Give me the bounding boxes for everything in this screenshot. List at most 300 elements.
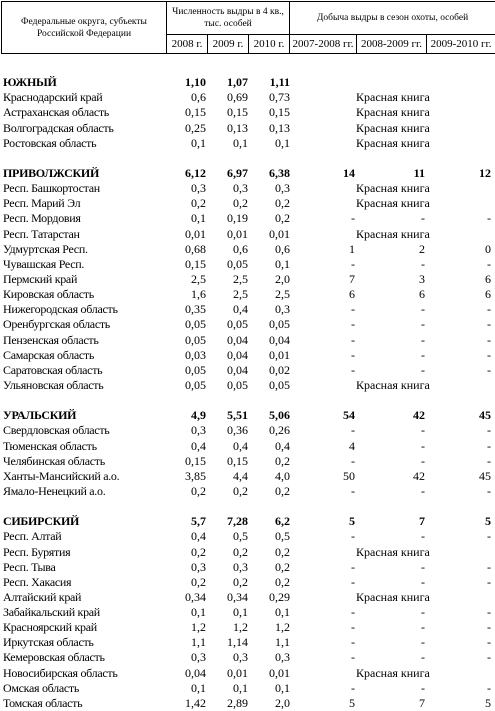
red-book-note: Красная книга	[356, 196, 430, 211]
header-season: 2007-2008 гг.	[290, 34, 357, 53]
harvest-2009-2010: -	[487, 650, 491, 665]
table-row	[0, 378, 495, 393]
harvest-2007-2008: -	[351, 332, 355, 347]
population-2009: 0,2	[233, 544, 248, 559]
harvest-2009-2010: 6	[485, 271, 491, 286]
harvest-2009-2010: -	[487, 302, 491, 317]
harvest-2009-2010: -	[487, 362, 491, 377]
population-2008: 0,4	[191, 529, 206, 544]
region-name: Новосибирская область	[3, 665, 118, 680]
harvest-2009-2010: -	[487, 423, 491, 438]
harvest-2009-2010: -	[487, 483, 491, 498]
population-2010: 0,13	[269, 120, 290, 135]
red-book-note: Красная книга	[356, 377, 430, 392]
harvest-2007-2008: 4	[349, 438, 355, 453]
harvest-2007-2008: 50	[343, 468, 355, 483]
harvest-2008-2009: -	[421, 317, 425, 332]
harvest-2007-2008: -	[351, 317, 355, 332]
harvest-2007-2008: -	[351, 605, 355, 620]
table-row	[0, 317, 495, 332]
population-2010: 0,2	[275, 574, 290, 589]
table-row	[0, 560, 495, 575]
population-2010: 0,02	[269, 362, 290, 377]
population-2008: 0,05	[185, 317, 206, 332]
population-2009: 0,05	[227, 377, 248, 392]
population-2010: 0,4	[275, 438, 290, 453]
header-year: 2009 г.	[208, 34, 249, 53]
harvest-2009-2010: -	[487, 211, 491, 226]
harvest-2009-2010: 45	[479, 408, 491, 423]
harvest-2008-2009: 7	[419, 695, 425, 710]
region-name: Самарская область	[3, 347, 95, 362]
header-population: Численность выдры в 4 кв., тыс. особей	[167, 2, 290, 35]
population-2009: 0,04	[227, 332, 248, 347]
population-2008: 3,85	[185, 468, 206, 483]
population-2009: 0,3	[233, 650, 248, 665]
population-2010: 0,15	[269, 105, 290, 120]
population-2009: 0,4	[233, 302, 248, 317]
region-name: Пермский край	[3, 271, 78, 286]
table-row	[0, 348, 495, 363]
harvest-2008-2009: -	[421, 302, 425, 317]
harvest-2008-2009: 42	[413, 408, 425, 423]
population-2009: 1,2	[233, 620, 248, 635]
harvest-2007-2008: -	[351, 423, 355, 438]
table-row	[0, 650, 495, 665]
red-book-note: Красная книга	[356, 544, 430, 559]
population-2008: 0,1	[191, 135, 206, 150]
harvest-2008-2009: -	[421, 605, 425, 620]
region-name: Красноярский край	[3, 620, 97, 635]
population-2010: 0,29	[269, 589, 290, 604]
population-2009: 0,05	[227, 317, 248, 332]
population-2009: 0,04	[227, 347, 248, 362]
population-2008: 4,9	[191, 408, 206, 423]
population-2008: 0,04	[185, 665, 206, 680]
population-2009: 5,51	[227, 408, 248, 423]
table-row	[0, 454, 495, 469]
harvest-2007-2008: -	[351, 680, 355, 695]
population-2010: 2,0	[275, 695, 290, 710]
harvest-2008-2009: -	[421, 483, 425, 498]
population-2008: 0,15	[185, 256, 206, 271]
population-2010: 2,0	[275, 271, 290, 286]
population-2009: 6,97	[227, 165, 248, 180]
population-2009: 0,1	[233, 135, 248, 150]
population-2010: 1,1	[275, 635, 290, 650]
population-2009: 0,1	[233, 680, 248, 695]
population-2009: 0,05	[227, 256, 248, 271]
population-2009: 0,15	[227, 105, 248, 120]
population-2009: 0,36	[227, 423, 248, 438]
harvest-2008-2009: -	[421, 453, 425, 468]
harvest-2008-2009: 42	[413, 468, 425, 483]
population-2009: 0,13	[227, 120, 248, 135]
header-region: Федеральные округа, субъекты Российской Федерации	[2, 2, 167, 54]
harvest-2008-2009: -	[421, 256, 425, 271]
population-2008: 0,6	[191, 90, 206, 105]
table-body	[0, 60, 495, 711]
population-2009: 1,14	[227, 635, 248, 650]
table-row	[0, 211, 495, 226]
population-2010: 0,3	[275, 302, 290, 317]
harvest-2007-2008: -	[351, 483, 355, 498]
region-name: Забайкальский край	[3, 605, 100, 620]
population-2009: 7,28	[227, 514, 248, 529]
region-name: Оренбургская область	[3, 317, 110, 332]
harvest-2007-2008: -	[351, 635, 355, 650]
harvest-2007-2008: -	[351, 620, 355, 635]
population-2008: 0,34	[185, 589, 206, 604]
population-2009: 2,5	[233, 287, 248, 302]
population-2009: 0,34	[227, 589, 248, 604]
harvest-2008-2009: 7	[419, 514, 425, 529]
region-name: Свердловская область	[3, 423, 110, 438]
header-year: 2010 г.	[249, 34, 290, 53]
table-row	[0, 605, 495, 620]
harvest-2009-2010: -	[487, 620, 491, 635]
population-2008: 5,7	[191, 514, 206, 529]
table-row	[0, 196, 495, 211]
population-2009: 2,5	[233, 271, 248, 286]
region-name: Краснодарский край	[3, 90, 103, 105]
harvest-2008-2009: -	[421, 529, 425, 544]
table-row	[0, 90, 495, 105]
region-name: Чувашская Респ.	[3, 256, 85, 271]
region-name: ПРИВОЛЖСКИЙ	[3, 165, 99, 180]
population-2009: 0,01	[227, 226, 248, 241]
harvest-2009-2010: -	[487, 347, 491, 362]
region-name: Алтайский край	[3, 589, 82, 604]
harvest-2008-2009: -	[421, 438, 425, 453]
region-name: ЮЖНЫЙ	[3, 75, 57, 90]
region-name: Томская область	[3, 695, 83, 710]
population-2010: 6,38	[269, 165, 290, 180]
red-book-note: Красная книга	[356, 181, 430, 196]
harvest-2007-2008: 6	[349, 287, 355, 302]
header-season: 2008-2009 гг.	[357, 34, 427, 53]
table-row	[0, 529, 495, 544]
population-2009: 0,3	[233, 559, 248, 574]
red-book-note: Красная книга	[356, 226, 430, 241]
region-name: Волгоградская область	[3, 120, 114, 135]
table-row	[0, 181, 495, 196]
harvest-2008-2009: -	[421, 362, 425, 377]
harvest-2008-2009: 2	[419, 241, 425, 256]
population-2008: 1,2	[191, 620, 206, 635]
table-row	[0, 545, 495, 560]
population-2009: 4,4	[233, 468, 248, 483]
table-row	[0, 333, 495, 348]
population-2010: 0,73	[269, 90, 290, 105]
table-row	[0, 242, 495, 257]
population-2008: 6,12	[185, 165, 206, 180]
population-2008: 0,05	[185, 332, 206, 347]
harvest-2009-2010: -	[487, 605, 491, 620]
population-2008: 0,2	[191, 483, 206, 498]
population-2009: 0,4	[233, 438, 248, 453]
population-2008: 1,10	[185, 75, 206, 90]
header-season: 2009-2010 гг.	[427, 34, 495, 53]
population-2010: 0,5	[275, 529, 290, 544]
region-name: Респ. Мордовия	[3, 211, 81, 226]
harvest-2008-2009: -	[421, 423, 425, 438]
harvest-2009-2010: -	[487, 574, 491, 589]
spacer-row	[0, 151, 495, 166]
population-2008: 0,05	[185, 362, 206, 377]
region-name: Кировская область	[3, 287, 94, 302]
red-book-note: Красная книга	[356, 90, 430, 105]
red-book-note: Красная книга	[356, 589, 430, 604]
region-name: Удмуртская Респ.	[3, 241, 88, 256]
header-year: 2008 г.	[167, 34, 208, 53]
region-name: Респ. Марий Эл	[3, 196, 81, 211]
population-2009: 0,2	[233, 574, 248, 589]
population-2009: 2,89	[227, 695, 248, 710]
harvest-2009-2010: -	[487, 256, 491, 271]
region-name: Саратовская область	[3, 362, 103, 377]
population-2009: 0,69	[227, 90, 248, 105]
population-2008: 0,2	[191, 196, 206, 211]
red-book-note: Красная книга	[356, 135, 430, 150]
harvest-2009-2010: 5	[485, 514, 491, 529]
region-name: Респ. Алтай	[3, 529, 62, 544]
population-2008: 2,5	[191, 271, 206, 286]
population-2008: 0,3	[191, 650, 206, 665]
harvest-2007-2008: 54	[343, 408, 355, 423]
region-name: Респ. Башкортостан	[3, 181, 100, 196]
table-row	[0, 666, 495, 681]
population-2009: 0,5	[233, 529, 248, 544]
population-2008: 0,1	[191, 605, 206, 620]
region-name: Респ. Татарстан	[3, 226, 80, 241]
population-2010: 0,01	[269, 226, 290, 241]
harvest-2009-2010: 12	[479, 165, 491, 180]
table-row	[0, 681, 495, 696]
harvest-2007-2008: -	[351, 650, 355, 665]
harvest-2007-2008: -	[351, 574, 355, 589]
table-row	[0, 302, 495, 317]
harvest-2008-2009: -	[421, 559, 425, 574]
population-2010: 6,2	[275, 514, 290, 529]
harvest-2008-2009: -	[421, 347, 425, 362]
table-header	[1, 1, 495, 54]
region-name: Астраханская область	[3, 105, 109, 120]
harvest-2009-2010: -	[487, 635, 491, 650]
district-row	[0, 514, 495, 529]
harvest-2009-2010: -	[487, 317, 491, 332]
harvest-2007-2008: 1	[349, 241, 355, 256]
table-row	[0, 105, 495, 120]
harvest-2009-2010: -	[487, 438, 491, 453]
population-2010: 0,05	[269, 317, 290, 332]
table-row	[0, 696, 495, 711]
population-2008: 0,3	[191, 423, 206, 438]
population-2008: 0,2	[191, 544, 206, 559]
population-2009: 0,3	[233, 181, 248, 196]
population-2008: 0,68	[185, 241, 206, 256]
population-2010: 0,3	[275, 650, 290, 665]
harvest-2007-2008: -	[351, 559, 355, 574]
population-2008: 1,1	[191, 635, 206, 650]
region-name: Тюменская область	[3, 438, 97, 453]
population-2009: 1,07	[227, 75, 248, 90]
region-name: СИБИРСКИЙ	[3, 514, 80, 529]
harvest-2008-2009: 11	[413, 165, 425, 180]
population-2010: 0,2	[275, 559, 290, 574]
population-2010: 0,05	[269, 377, 290, 392]
table-row	[0, 272, 495, 287]
population-2008: 0,4	[191, 438, 206, 453]
population-2010: 0,26	[269, 423, 290, 438]
harvest-2007-2008: -	[351, 256, 355, 271]
spacer-row	[0, 393, 495, 408]
population-2010: 0,2	[275, 453, 290, 468]
population-2008: 0,03	[185, 347, 206, 362]
harvest-2009-2010: 45	[479, 468, 491, 483]
harvest-2009-2010: 0	[485, 241, 491, 256]
region-name: Челябинская область	[3, 453, 105, 468]
population-2009: 0,01	[227, 665, 248, 680]
red-book-note: Красная книга	[356, 665, 430, 680]
harvest-2008-2009: -	[421, 574, 425, 589]
population-2008: 0,01	[185, 226, 206, 241]
harvest-2007-2008: -	[351, 362, 355, 377]
population-2010: 1,2	[275, 620, 290, 635]
region-name: Пензенская область	[3, 332, 99, 347]
population-2008: 0,25	[185, 120, 206, 135]
population-2008: 0,15	[185, 105, 206, 120]
harvest-2009-2010: 5	[485, 695, 491, 710]
harvest-2008-2009: -	[421, 620, 425, 635]
population-2010: 1,11	[269, 75, 290, 90]
table-row	[0, 363, 495, 378]
harvest-2007-2008: -	[351, 211, 355, 226]
harvest-2008-2009: 3	[419, 271, 425, 286]
harvest-2009-2010: -	[487, 453, 491, 468]
harvest-2008-2009: -	[421, 211, 425, 226]
spacer-row	[0, 60, 495, 75]
red-book-note: Красная книга	[356, 120, 430, 135]
population-2008: 0,2	[191, 574, 206, 589]
region-name: Ульяновская область	[3, 377, 104, 392]
harvest-2009-2010: 6	[485, 287, 491, 302]
table-row	[0, 575, 495, 590]
population-2010: 0,01	[269, 665, 290, 680]
table-row	[0, 469, 495, 484]
table-row	[0, 257, 495, 272]
harvest-2008-2009: 6	[419, 287, 425, 302]
population-2008: 1,6	[191, 287, 206, 302]
harvest-2008-2009: -	[421, 680, 425, 695]
table-row	[0, 121, 495, 136]
population-2010: 0,2	[275, 544, 290, 559]
population-2008: 0,35	[185, 302, 206, 317]
harvest-2007-2008: 5	[349, 695, 355, 710]
table-row	[0, 423, 495, 438]
harvest-2009-2010: -	[487, 529, 491, 544]
population-2009: 0,04	[227, 362, 248, 377]
population-2010: 4,0	[275, 468, 290, 483]
harvest-2007-2008: 7	[349, 271, 355, 286]
harvest-2007-2008: -	[351, 529, 355, 544]
harvest-2009-2010: -	[487, 559, 491, 574]
harvest-2007-2008: 5	[349, 514, 355, 529]
region-name: Респ. Тыва	[3, 559, 56, 574]
population-2010: 2,5	[275, 287, 290, 302]
district-row	[0, 408, 495, 423]
region-name: УРАЛЬСКИЙ	[3, 408, 77, 423]
table-row	[0, 287, 495, 302]
district-row	[0, 75, 495, 90]
population-2008: 0,05	[185, 377, 206, 392]
population-2008: 0,15	[185, 453, 206, 468]
region-name: Ямало-Ненецкий а.о.	[3, 483, 106, 498]
harvest-2007-2008: -	[351, 347, 355, 362]
region-name: Ханты-Мансийский а.о.	[3, 468, 120, 483]
harvest-2009-2010: -	[487, 680, 491, 695]
population-2009: 0,19	[227, 211, 248, 226]
population-2010: 0,1	[275, 605, 290, 620]
harvest-2009-2010: -	[487, 332, 491, 347]
table-row	[0, 620, 495, 635]
population-2008: 0,1	[191, 211, 206, 226]
harvest-2007-2008: -	[351, 453, 355, 468]
population-2009: 0,2	[233, 196, 248, 211]
population-2010: 0,01	[269, 347, 290, 362]
spacer-row	[0, 499, 495, 514]
region-name: Иркутская область	[3, 635, 94, 650]
population-2010: 0,2	[275, 483, 290, 498]
header-harvest: Добыча выдры в сезон охоты, особей	[290, 2, 495, 35]
population-2010: 0,1	[275, 680, 290, 695]
table-row	[0, 590, 495, 605]
population-2010: 0,2	[275, 211, 290, 226]
population-2010: 0,1	[275, 256, 290, 271]
population-2008: 0,1	[191, 680, 206, 695]
district-row	[0, 166, 495, 181]
region-name: Кемеровская область	[3, 650, 105, 665]
region-name: Нижегородская область	[3, 302, 118, 317]
table-row	[0, 635, 495, 650]
table-row	[0, 484, 495, 499]
population-2010: 0,6	[275, 241, 290, 256]
population-2010: 0,04	[269, 332, 290, 347]
population-2010: 0,2	[275, 196, 290, 211]
harvest-2008-2009: -	[421, 332, 425, 347]
population-2008: 1,42	[185, 695, 206, 710]
population-2010: 0,1	[275, 135, 290, 150]
population-2009: 0,1	[233, 605, 248, 620]
red-book-note: Красная книга	[356, 105, 430, 120]
region-name: Ростовская область	[3, 135, 97, 150]
population-2010: 5,06	[269, 408, 290, 423]
harvest-2008-2009: -	[421, 635, 425, 650]
population-2009: 0,15	[227, 453, 248, 468]
region-name: Респ. Бурятия	[3, 544, 71, 559]
population-2009: 0,2	[233, 483, 248, 498]
harvest-2007-2008: -	[351, 302, 355, 317]
table-row	[0, 439, 495, 454]
harvest-2008-2009: -	[421, 650, 425, 665]
region-name: Респ. Хакасия	[3, 574, 72, 589]
population-2009: 0,6	[233, 241, 248, 256]
region-name: Омская область	[3, 680, 80, 695]
population-2008: 0,3	[191, 559, 206, 574]
population-2008: 0,3	[191, 181, 206, 196]
table-row	[0, 227, 495, 242]
population-2010: 0,3	[275, 181, 290, 196]
